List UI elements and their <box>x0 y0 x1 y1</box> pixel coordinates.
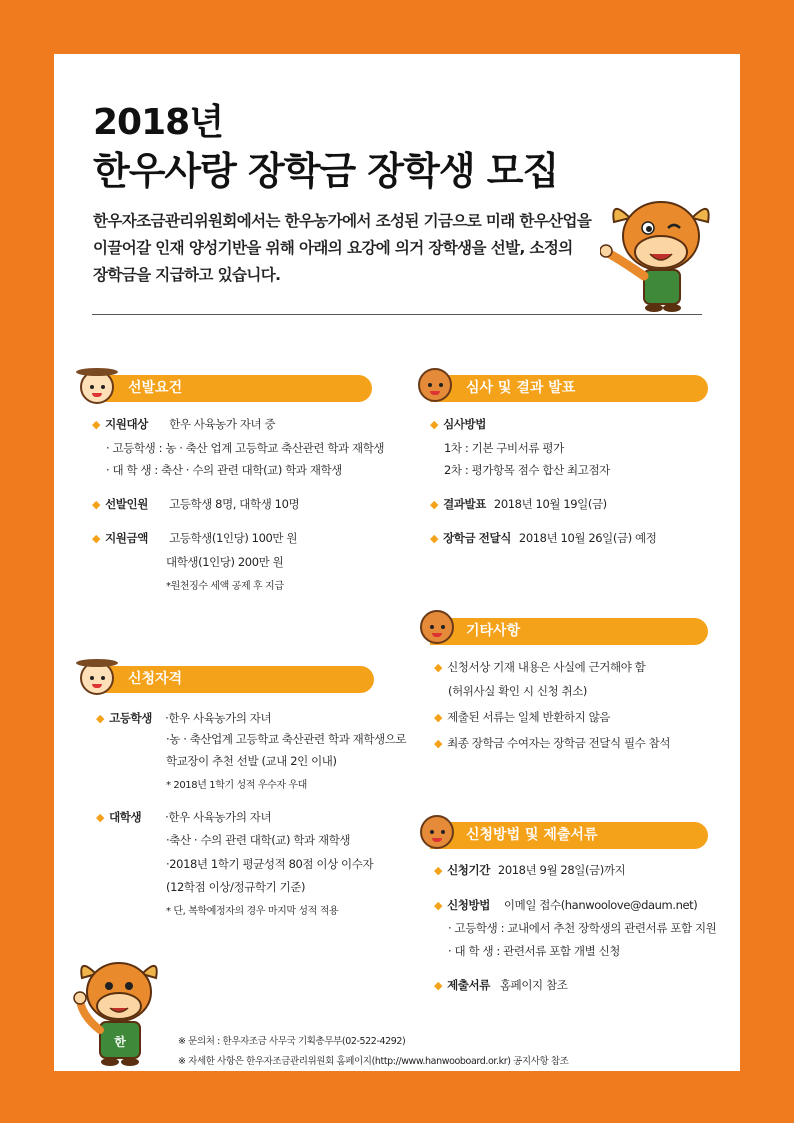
qualification-univ-line: ·축산 · 수의 관련 대학(교) 학과 재학생 <box>166 833 351 847</box>
farmer-face-icon <box>80 661 114 695</box>
section-review-header <box>430 375 708 402</box>
farmer-face-icon <box>80 370 114 404</box>
section-title: 선발요건 <box>128 380 183 396</box>
cow-face-icon <box>420 815 454 849</box>
footer-detail: ※ 자세한 사항은 한우자조금관리위원회 홈페이지(http://www.hanwooboard.or.kr) 공지사항 참조 <box>178 1056 569 1067</box>
etc-item-1: ◆ 신청서상 기재 내용은 사실에 근거해야 함 <box>434 660 646 674</box>
section-title: 신청자격 <box>128 671 183 687</box>
selection-target-hs: · 고등학생 : 농 · 축산 업계 고등학교 축산관련 학과 재학생 <box>106 441 385 455</box>
selection-target-univ: · 대 학 생 : 축산 · 수의 관련 대학(교) 학과 재학생 <box>106 463 343 477</box>
cow-mascot-icon <box>600 188 720 313</box>
bullet-diamond-icon: ◆ <box>434 899 443 912</box>
selection-amount-univ: 대학생(1인당) 200만 원 <box>166 555 284 569</box>
section-title: 기타사항 <box>466 623 521 639</box>
apply-method: ◆ 신청방법 이메일 접수(hanwoolove@daum.net) <box>434 898 698 912</box>
qualification-univ-note: * 단, 복학예정자의 경우 마지막 성적 적용 <box>166 906 339 917</box>
etc-item-3: ◆ 최종 장학금 수여자는 장학금 전달식 필수 참석 <box>434 736 671 750</box>
section-title: 신청방법 및 제출서류 <box>466 827 598 843</box>
bullet-diamond-icon: ◆ <box>434 661 443 674</box>
section-title: 심사 및 결과 발표 <box>466 380 576 396</box>
bullet-diamond-icon: ◆ <box>434 979 443 992</box>
poster-title: 한우사랑 장학금 장학생 모집 <box>93 149 559 193</box>
bullet-diamond-icon: ◆ <box>434 711 443 724</box>
qualification-hs-line: ·농 · 축산업계 고등학교 축산관련 학과 재학생으로 <box>166 732 407 746</box>
qualification-hs: ◆ 고등학생 ·한우 사육농가의 자녀 <box>96 711 272 725</box>
review-method: ◆ 심사방법 <box>430 417 486 431</box>
apply-method-univ: · 대 학 생 : 관련서류 포함 개별 신청 <box>448 944 620 958</box>
review-method-2: 2차 : 평가항목 점수 합산 최고점자 <box>444 463 610 477</box>
intro-text <box>93 208 623 289</box>
section-qualification-header <box>92 666 374 693</box>
qualification-univ-line: ·2018년 1학기 평균성적 80점 이상 이수자 <box>166 857 374 871</box>
bullet-diamond-icon: ◆ <box>96 811 105 824</box>
review-ceremony: ◆ 장학금 전달식 2018년 10월 26일(금) 예정 <box>430 531 657 545</box>
section-selection-header <box>92 375 372 402</box>
bullet-diamond-icon: ◆ <box>430 418 439 431</box>
bullet-diamond-icon: ◆ <box>92 418 101 431</box>
divider <box>92 314 702 315</box>
qualification-hs-note: * 2018년 1학기 성적 우수자 우대 <box>166 780 307 791</box>
footer-contact: ※ 문의처 : 한우자조금 사무국 기획총무부(02-522-4292) <box>178 1036 406 1047</box>
bullet-diamond-icon: ◆ <box>434 737 443 750</box>
selection-count: ◆ 선발인원 고등학생 8명, 대학생 10명 <box>92 497 300 511</box>
apply-method-hs: · 고등학생 : 교내에서 추천 장학생의 관련서류 포함 지원 <box>448 921 717 935</box>
etc-item-2: ◆ 제출된 서류는 일체 반환하지 않음 <box>434 710 611 724</box>
qualification-univ-line: (12학점 이상/정규학기 기준) <box>166 880 306 894</box>
review-result: ◆ 결과발표 2018년 10월 19일(금) <box>430 497 607 511</box>
apply-docs: ◆ 제출서류 홈페이지 참조 <box>434 978 568 992</box>
intro-line: 한우자조금관리위원회에서는 한우농가에서 조성된 기금으로 미래 한우산업을 <box>93 212 592 230</box>
bullet-diamond-icon: ◆ <box>92 498 101 511</box>
review-method-1: 1차 : 기본 구비서류 평가 <box>444 441 564 455</box>
qualification-univ: ◆ 대학생 ·한우 사육농가의 자녀 <box>96 810 272 824</box>
qualification-hs-line: 학교장이 추천 선발 (교내 2인 이내) <box>166 754 337 768</box>
apply-period: ◆ 신청기간 2018년 9월 28일(금)까지 <box>434 863 626 877</box>
bullet-diamond-icon: ◆ <box>430 532 439 545</box>
selection-target: ◆ 지원대상 한우 사육농가 자녀 중 <box>92 417 276 431</box>
selection-amount: ◆ 지원금액 고등학생(1인당) 100만 원 <box>92 531 298 545</box>
selection-amount-note: *원천징수 세액 공제 후 지급 <box>166 581 284 592</box>
bullet-diamond-icon: ◆ <box>434 864 443 877</box>
poster-year: 2018년 <box>93 102 223 143</box>
section-etc-header <box>430 618 708 645</box>
apron-text: 한 <box>114 1035 126 1049</box>
cow-face-icon <box>418 368 452 402</box>
section-apply-header <box>430 822 708 849</box>
cow-face-icon <box>420 610 454 644</box>
intro-line: 이끌어갈 인재 양성기반을 위해 아래의 요강에 의거 장학생을 선발, 소정의 <box>93 239 573 257</box>
cow-mascot-icon <box>70 950 170 1068</box>
intro-line: 장학금을 지급하고 있습니다. <box>93 266 281 284</box>
bullet-diamond-icon: ◆ <box>430 498 439 511</box>
etc-item-1-sub: (허위사실 확인 시 신청 취소) <box>448 684 587 698</box>
bullet-diamond-icon: ◆ <box>92 532 101 545</box>
bullet-diamond-icon: ◆ <box>96 712 105 725</box>
